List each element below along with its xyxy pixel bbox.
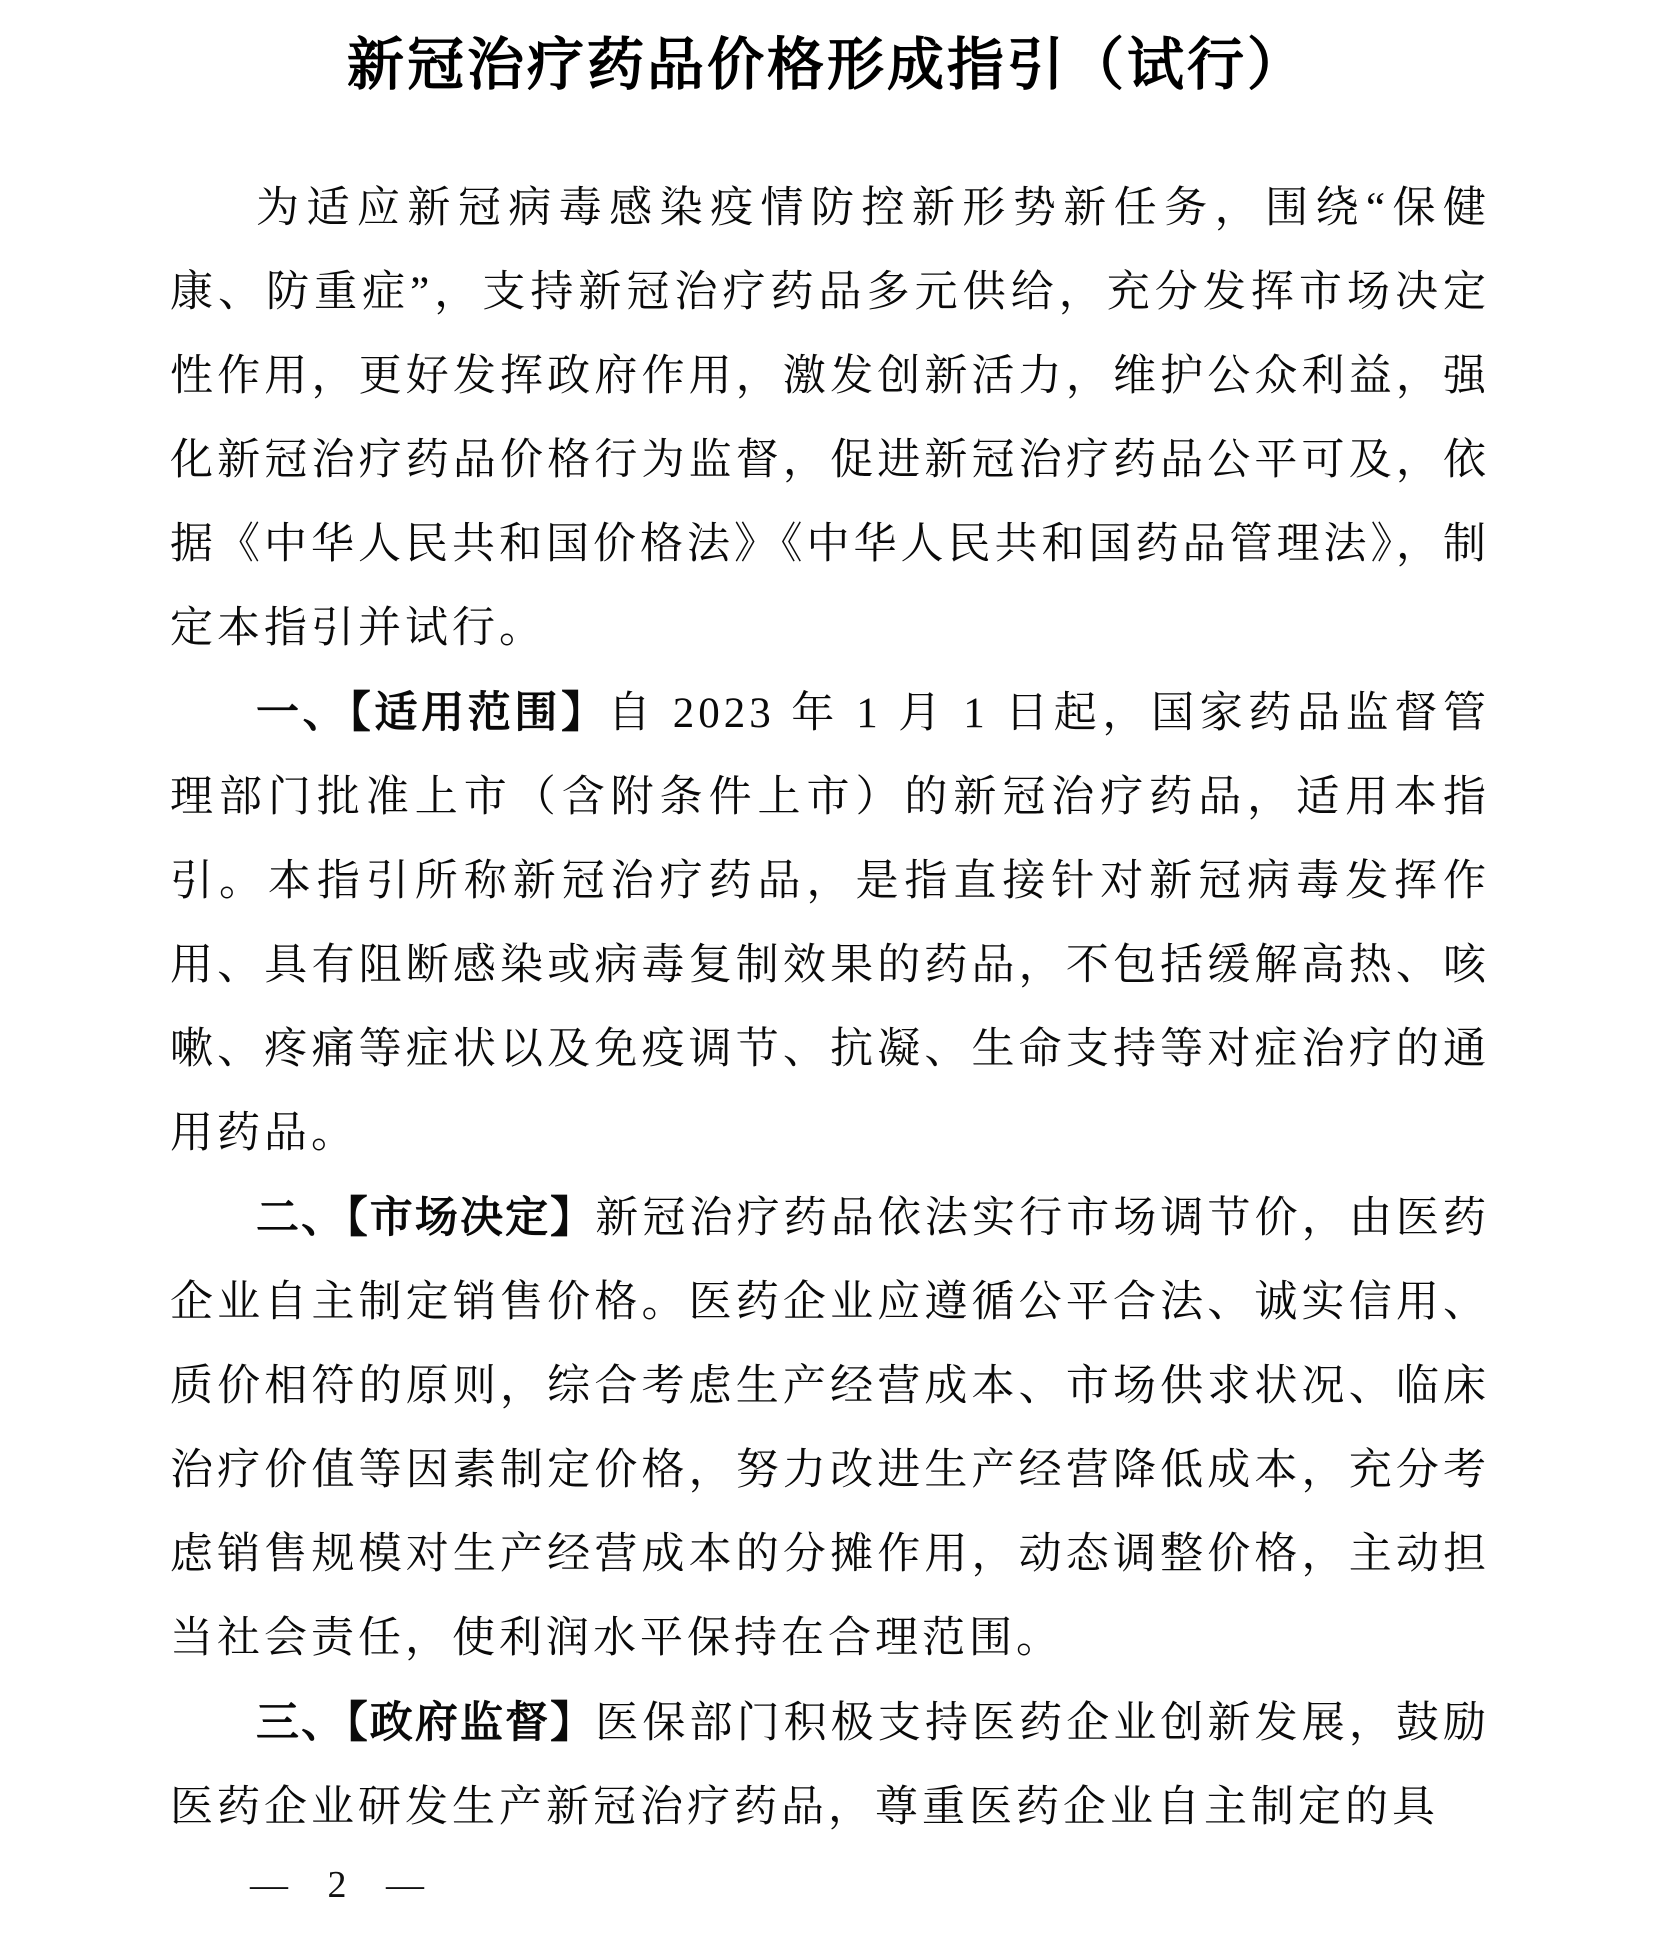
paragraph-government (170, 1681, 1490, 1850)
paragraph-market-text: 新冠治疗药品依法实行市场调节价，由医药企业自主制定销售价格。医药企业应遵循公平合法、诚实信用、质价相符的原则，综合考虑生产经营成本、市场供求状况、临床治疗价值等因素制定价格，努力改进生产经营降低成本，充分考虑销售规模对生产经营成本的分摊作用，动态调整价格，主动担当社会责任，使利润水平保持在合理范围。 (170, 1195, 1491, 1662)
document-body (170, 166, 1490, 1850)
paragraph-scope-lead: 一、【适用范围】 (256, 689, 608, 737)
paragraph-market-lead: 二、【市场决定】 (256, 1194, 596, 1242)
paragraph-scope (170, 671, 1490, 1176)
paragraph-market (170, 1176, 1490, 1681)
paragraph-government-text: 医保部门积极支持医药企业创新发展，鼓励医药企业研发生产新冠治疗药品，尊重医药企业自主制定的具 (170, 1700, 1491, 1831)
paragraph-scope-text: 自 2023 年 1 月 1 日起，国家药品监督管理部门批准上市（含附条件上市）的新冠治疗药品，适用本指引。本指引所称新冠治疗药品，是指直接针对新冠病毒发挥作用、具有阻断感染或病毒复制效果的药品，不包括缓解高热、咳嗽、疼痛等症状以及免疫调节、抗凝、生命支持等对症治疗的通用药品。 (170, 690, 1491, 1157)
paragraph-intro-text: 为适应新冠病毒感染疫情防控新形势新任务，围绕“保健康、防重症”，支持新冠治疗药品多元供给，充分发挥市场决定性作用，更好发挥政府作用，激发创新活力，维护公众利益，强化新冠治疗药品价格行为监督，促进新冠治疗药品公平可及，依据《中华人民共和国价格法》《中华人民共和国药品管理法》，制定本指引并试行。 (170, 185, 1490, 652)
page-number: — 2 — (250, 1864, 426, 1906)
paragraph-intro (170, 166, 1490, 671)
document-title: 新冠治疗药品价格形成指引（试行） (347, 34, 1307, 97)
paragraph-government-lead: 三、【政府监督】 (256, 1699, 596, 1747)
